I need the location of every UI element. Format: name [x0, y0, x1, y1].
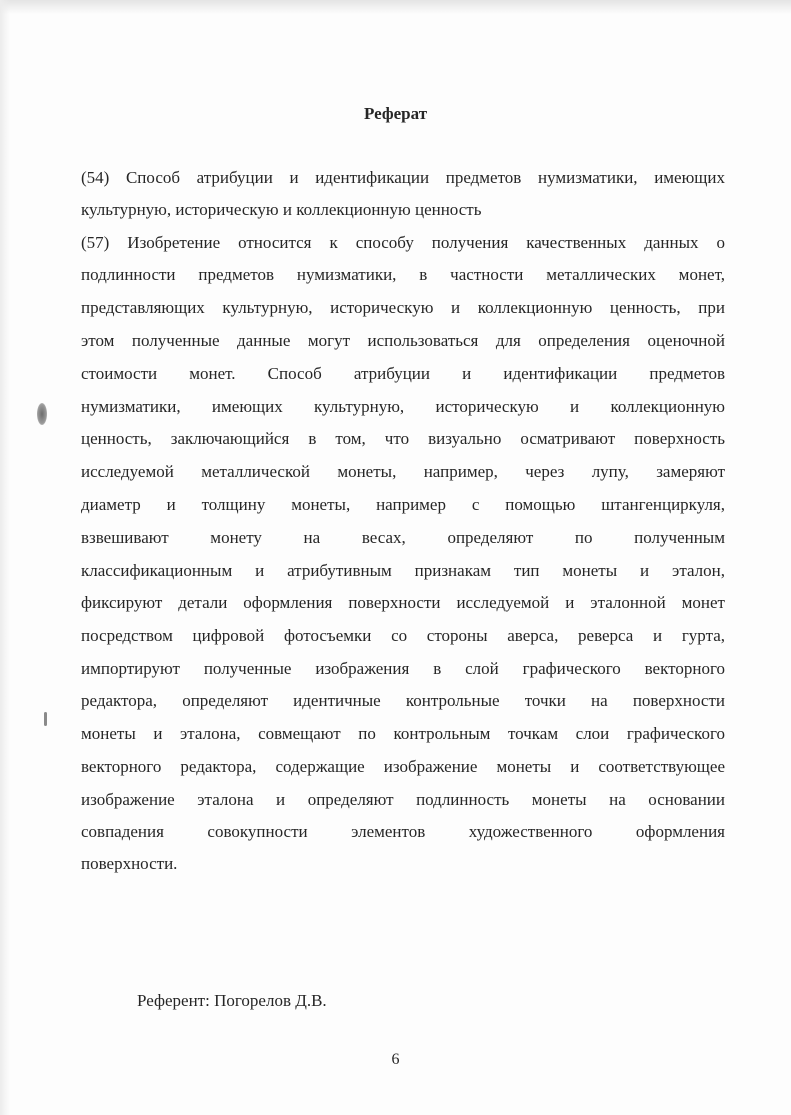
body-line: стоимости монет. Способ атрибуции и идентификации предметов [81, 364, 725, 383]
body-line: (57) Изобретение относится к способу получения качественных данных о [81, 233, 725, 252]
body-line: представляющих культурную, историческую и коллекционную ценность, при [81, 298, 725, 317]
body-line: нумизматики, имеющих культурную, историческую и коллекционную [81, 397, 725, 416]
page-left-shade [0, 0, 10, 1115]
body-line: этом полученные данные могут использоваться для определения оценочной [81, 331, 725, 350]
body-line: векторного редактора, содержащие изображение монеты и соответствующее [81, 757, 725, 776]
abstract-title: Реферат [363, 104, 428, 123]
body-line: культурную, историческую и коллекционную ценность [81, 200, 482, 219]
page-number: 6 [391, 1051, 400, 1068]
body-line: (54) Способ атрибуции и идентификации предметов нумизматики, имеющих [81, 168, 725, 187]
body-line: ценность, заключающийся в том, что визуально осматривают поверхность [81, 429, 725, 448]
body-line: фиксируют детали оформления поверхности исследуемой и эталонной монет [81, 593, 725, 612]
punch-hole-mark [37, 403, 47, 425]
body-line: редактора, определяют идентичные контрольные точки на поверхности [81, 691, 725, 710]
body-line: изображение эталона и определяют подлинность монеты на основании [81, 790, 725, 809]
page-top-edge [0, 0, 791, 14]
body-line: импортируют полученные изображения в слой графического векторного [81, 659, 725, 678]
body-line: посредством цифровой фотосъемки со стороны аверса, реверса и гурта, [81, 626, 725, 645]
body-line: исследуемой металлической монеты, например, через лупу, замеряют [81, 462, 725, 481]
body-line: монеты и эталона, совмещают по контрольным точкам слои графического [81, 724, 725, 743]
body-line: классификационным и атрибутивным признакам тип монеты и эталон, [81, 561, 725, 580]
punch-tick-mark [44, 712, 47, 726]
referent-signature-line: Референт: Погорелов Д.В. [137, 991, 327, 1010]
body-line: диаметр и толщину монеты, например с помощью штангенциркуля, [81, 495, 725, 514]
body-line: совпадения совокупности элементов художественного оформления [81, 822, 725, 841]
body-line: взвешивают монету на весах, определяют по полученным [81, 528, 725, 547]
body-line: подлинности предметов нумизматики, в частности металлических монет, [81, 265, 725, 284]
body-line: поверхности. [81, 854, 178, 873]
